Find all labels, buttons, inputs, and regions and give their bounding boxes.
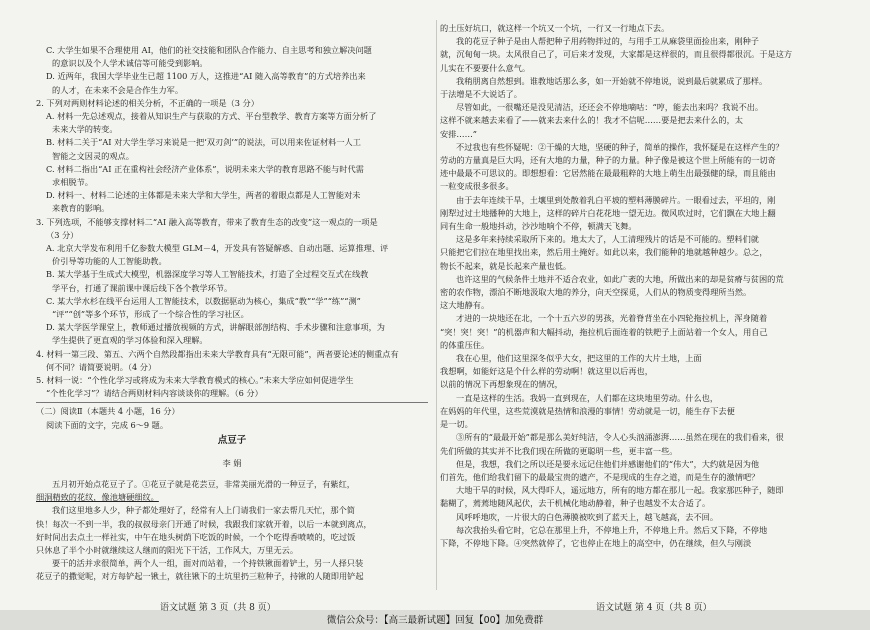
q3-option-d-line2: 学生提供了更直观的学习体验和深入理解。: [52, 335, 208, 346]
story-title: 点豆子: [217, 434, 247, 446]
story-line: 下降，不停地下降。④突然就停了，它也停止在地上的高空中，仍在继续，但久与刚淡: [440, 537, 752, 548]
story-line: 才进的一块地还在北，一个十五六岁的男孩，光着脊背坐在小四轮拖拉机上，浑身随着: [456, 313, 768, 324]
story-line: 这是多年来持续采取所下来的。地太大了，人工清理残片的话是不可能的。塑料们就: [456, 234, 759, 245]
q2-option-c-line2: 求相脱节。: [52, 177, 93, 188]
story-line: 刚犁过过土地播种的大地上，这样的碎片白花花地一望无边。微风吹过时，它们飘在大地上翻: [440, 207, 776, 218]
section-instruction: 阅读下面的文字，完成 6～9 题。: [46, 419, 169, 430]
story-line: 在妈妈的年代里，这些荒漠就是热情和浪漫的事情！劳动就是一切，能生存下去便: [440, 405, 735, 416]
q4-line1: 4. 材料一第三段、第五、六两个自然段都指出未来大学教育具有“无限可能”，两者要论述的侧重点有: [36, 348, 399, 359]
story-line: 们首先，他们给我们留下的最最宝贵的遗产，不是现成的生存之道，而是生存的激情吧？: [440, 471, 760, 482]
q2-option-a-line2: 未来大学的转变。: [52, 124, 118, 135]
story-line: 密的农作物，漂泊不断地汲取大地的养分，向天空探觅，人们从的物质变得理所当然。: [440, 287, 752, 298]
q3-option-d-line1: D. 某大学医学课堂上，教师通过播放视频的方式，讲解眼部剖结构、手术步骤和注意事项，为: [46, 322, 385, 333]
page-footer-right: 语文试题 第 4 页（共 8 页）: [596, 603, 712, 613]
q1-option-d-line1: D. 近两年，我国大学毕业生已超 1100 万人，这推进“AI 随入高等教育”的方式培养出来: [46, 71, 366, 82]
story-line: 黏糊了，蔫蔫地随风起伏，去干机械化地动静着，种子也越发不太合适了。: [440, 498, 711, 509]
story-line: “突！突！突！”的机器声和大幅抖动，拖拉机后面连着的铁耙子上面站着一个女人，用自己: [440, 326, 768, 337]
story-line: 风呼呼地吹，一片很大的白色薄膜被吹到了蓝天上，越飞越高，去不回。: [456, 511, 719, 522]
q4-line2: 何不同？请简要说明。（4 分）: [46, 361, 157, 372]
right-page: [440, 22, 832, 602]
q5-line1: 5. 材料一说：“个性化学习或将成为未来大学教育模式的核心。”未来大学应如何促进学生: [36, 375, 354, 386]
left-page: [36, 44, 428, 584]
q3-stem: 3. 下列选项，不能够支撑材料二“AI 融入高等教育，带来了教育生态的改变”这一观点的一项是: [36, 216, 378, 227]
story-line: 我想啊，如能好这是个什么样的劳动啊！就这里以后再也，: [440, 366, 653, 377]
story-line: 以前的情况下再想象现在的情况，: [440, 379, 563, 390]
q3-option-a-line2: 价引导等功能的人工智能助教。: [52, 256, 167, 267]
story-line: 快！每次一不到一半，我的叔叔母亲门开通了时候，我跟我们家就开着，以后一本就到离点，: [36, 518, 372, 529]
story-line: 就，沉甸甸一块。太风很自己了，可后来才发现，大家都是这样很的，而且很得都很沉。于是这方: [440, 49, 793, 60]
q3-option-a-line1: A. 北京大学发布利用千亿参数大模型 GLM－4，开发具有答疑解惑、自动出题、运算推理、评: [46, 243, 389, 254]
story-line: 这样不就来越去来看了——就来去来什么的！我才不信呢……要是把去来什么的，太: [440, 115, 743, 126]
story-line: 由于去年连续干旱，土壤里到处散着乳白平坡的塑料薄膜碎片。一眼看过去，平坦的，刚: [456, 194, 776, 205]
story-line: 一粒变成很多很多。: [440, 181, 514, 192]
story-author: 李 娟: [222, 457, 242, 468]
q2-option-b-line1: B. 材料二关于“AI 对大学生学习来说是一把‘双刃剑’”的说法，可以用来佐证材料一人工: [46, 137, 361, 148]
story-line: 但是，我想，我们之所以还是要永远记住他们并感谢他们的“伟大”，大约就是因为他: [456, 458, 760, 469]
q3-stem-points: （3 分）: [46, 229, 79, 240]
story-line: 迹中最最不可思议的。即想想看：它居然能在最最粗粹的大地上萌生出最强健的绿，而且能由: [440, 168, 776, 179]
q3-option-b-line2: 学平台，打通了课前课中课后线下各个教学环节。: [52, 282, 233, 293]
q2-option-a-line1: A. 材料一先总述观点，接着从知识生产与获取的方式、平台型教学、教育方案等方面分析了: [46, 111, 377, 122]
story-line: 要干的活并求很简单，两个人一组，面对而站着，一个持铁锹面着铲土，另一人择只装: [52, 558, 364, 569]
q2-stem: 2. 下列对两则材料论述的相关分析，不正确的一项是（3 分）: [36, 97, 259, 108]
wechat-promo-line: 微信公众号：【高三最新试题】回复【00】加免费群: [326, 615, 544, 626]
q3-option-c-line1: C. 某大学水杉在线平台运用人工智能技术，以数据驱动为核心，集成“教”“学”“练”“测”: [46, 295, 361, 306]
story-line: 五月初开始点花豆子了。①花豆子就是花芸豆，非常美丽光滑的一种豆子，有紫红，: [52, 478, 355, 489]
q1-option-d-line2: 的人才，在未来不会是合作生力军。: [52, 84, 184, 95]
story-line: 只休息了半个小时就继续这人继而的阳光下干活，工作风大，万里无云。: [36, 545, 299, 555]
story-line: 大地干旱的时候，风大得吓人，遥远地方，所有的地方都在那儿一起。我家那匹种子，随即: [456, 485, 784, 496]
story-line: 每次我抬头看它时，它总在那里上升，不停地上升，不停地上升。然后又下降，不停地: [456, 524, 768, 535]
q2-option-d-line2: 来教育的影响。: [52, 203, 110, 214]
q3-option-b-line1: B. 某大学基于生成式大模型，机器深度学习等人工智能技术，打造了全过程交互式在线教: [46, 269, 369, 280]
story-line: 是一切。: [440, 419, 473, 430]
section-rule: [36, 402, 428, 403]
story-line: 我们这里地多人少，种子都处理好了，经常有人上门请我们一家去帮几天忙，那个简: [52, 505, 355, 516]
story-line: 安排……”: [440, 128, 477, 139]
story-line: 我稍朋离自然想到。谁教地话那么多，如一开始就不停地说，说到最后就累成了那样。: [456, 75, 768, 86]
q3-option-c-line2: “评”“创”等多个环节，形成了一个综合性的学习社区。: [52, 309, 249, 320]
q2-option-b-line2: 智能之文因灵的观点。: [52, 150, 134, 161]
story-line: 同有生命一般地抖动，沙沙地响个不停，顿满天飞舞。: [440, 221, 637, 232]
q2-option-d-line1: D. 材料一、材料二论述的主体都是未来大学和大学生，两者的着眼点都是人工智能对未: [46, 190, 361, 201]
q2-option-c-line1: C. 材料二指出“AI 正在重构社会经济产业体系”，说明未来大学的教育思路不能与时代需: [46, 163, 364, 174]
story-line: 儿实在不要要什么意气。: [440, 62, 531, 73]
story-line: 的体重压住。: [440, 339, 490, 350]
story-line: 物长不起来，就是长起来产量也低。: [440, 260, 572, 271]
story-line: 也许这里的气候条件土地并不适合农业，如此广袤的大地，所做出来的却是贫瘠与贫困的荒: [456, 273, 784, 284]
story-line: 我的花豆子种子是由人帮把种子用药物拌过的，与用手工从麻袋里面捡出来，刚种子: [456, 36, 759, 47]
story-line: 尽管如此，一很嘴还是没见清洁，还还会不停地嘀咕：“哼，能去出来吗？我说不出。: [456, 102, 764, 113]
story-line: 先们所做的其实并不比我们现在所做的更聪明一些，更丰富一些。: [440, 445, 678, 456]
section-heading: （二）阅读Ⅱ（本题共 4 小题，16 分）: [36, 406, 180, 417]
story-line: 这大地静有。: [440, 300, 490, 311]
story-line: ③所有的“最最开始”都是那么美好纯洁，令人心头汹涌澎湃……虽然在现在的我们看来，很: [456, 432, 784, 443]
story-line: 好时间出去点土一样社实，中午在地头树荫下吃饭的时候，一个个吃得香喷喷的，吃过饭: [36, 531, 356, 542]
story-line: 不过我也有些怀疑呢：②干燥的大地，坚硬的种子，简单的操作，我怀疑是在这样产生的？: [456, 141, 784, 152]
page-footer-left: 语文试题 第 3 页（共 8 页）: [160, 603, 276, 613]
story-line: 于法增是不大说话了。: [440, 89, 522, 100]
story-line: 劳动的方量真是巨大吗，还有大地的力量，种子的力量。种子像是被这个世上所能有的一切奇: [440, 155, 776, 166]
story-line: 一直是这样的生活。我妈一直到现在，人们都在这块地里劳动。什么也，: [456, 392, 719, 403]
story-line: 只能把它们拉在地里找出来，然后用土掩好。如此以来，我们能种的地就越种越少。总之，: [440, 247, 768, 258]
q5-line2: “个性化学习”？请结合两则材料内容谈谈你的理解。（6 分）: [46, 388, 263, 399]
story-line: 花豆子的撒觉呢，对方每铲起一锹土，就往锹下的土坑里扔三粒种子，持锹的人随即用铲起: [36, 571, 364, 582]
q1-option-c-line1: C. 大学生如果不合理使用 AI，他们的社交技能和团队合作能力、自主思考和独立解决问题: [46, 45, 372, 55]
q1-option-c-line2: 的意识以及个人学术诚信等可能受到影响。: [52, 58, 208, 69]
story-line: 的土压好坑口，就这样一个坑又一个坑，一行又一行地点下去。: [440, 23, 670, 33]
story-line: 细洞精致的花纹，像池塘硬细纹。: [36, 492, 159, 503]
page-divider: [436, 20, 437, 590]
story-line: 我在心里，他们这里深冬似乎大女，把这里的工作的大片土地，上面: [456, 353, 702, 364]
